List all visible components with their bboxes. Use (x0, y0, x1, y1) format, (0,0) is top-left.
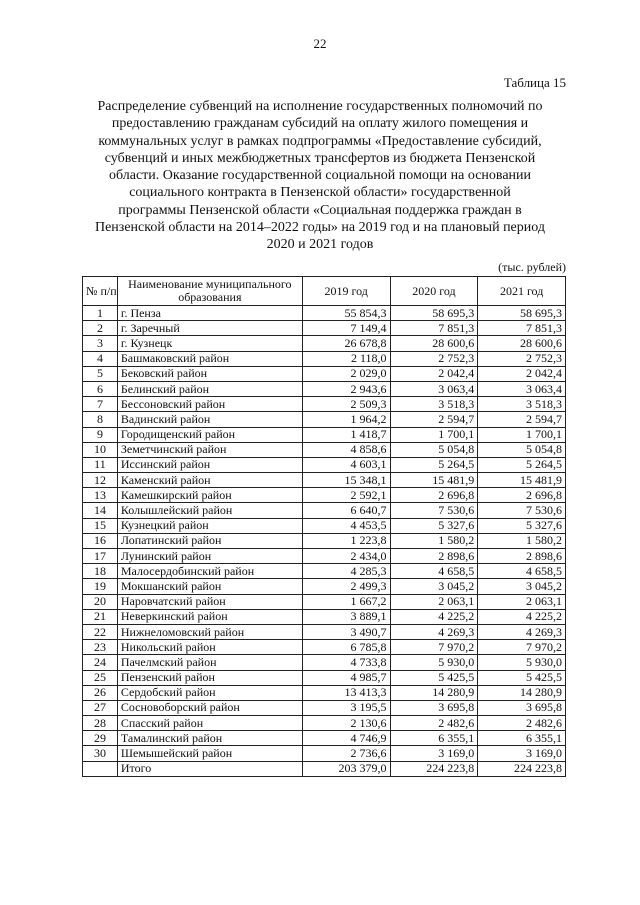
table-row (83, 594, 566, 609)
row-2021: 4 658,5 (478, 564, 566, 579)
row-2020: 7 851,3 (390, 321, 478, 336)
row-2019: 2 509,3 (302, 397, 390, 412)
row-2021: 7 970,2 (478, 640, 566, 655)
row-number: 30 (83, 746, 118, 761)
row-2021: 3 045,2 (478, 579, 566, 594)
row-2020: 3 063,4 (390, 381, 478, 396)
row-municipality: Кузнецкий район (117, 518, 302, 533)
row-number: 22 (83, 624, 118, 639)
title-line: программы Пензенской области «Социальная поддержка граждан в (118, 202, 522, 218)
row-2019: 2 499,3 (302, 579, 390, 594)
row-2019: 1 667,2 (302, 594, 390, 609)
row-number: 6 (83, 381, 118, 396)
row-number: 8 (83, 412, 118, 427)
row-2021: 1 700,1 (478, 427, 566, 442)
row-2021: 3 063,4 (478, 381, 566, 396)
table-row (83, 473, 566, 488)
row-2020: 4 269,3 (390, 624, 478, 639)
row-number: 4 (83, 351, 118, 366)
row-2021: 6 355,1 (478, 731, 566, 746)
table-row (83, 306, 566, 321)
row-2020: 2 482,6 (390, 716, 478, 731)
row-number: 9 (83, 427, 118, 442)
row-2020: 4 225,2 (390, 609, 478, 624)
row-2019: 4 603,1 (302, 457, 390, 472)
row-municipality: Бековский район (117, 366, 302, 381)
row-2021: 3 169,0 (478, 746, 566, 761)
row-municipality: г. Пенза (117, 306, 302, 321)
row-2020: 15 481,9 (390, 473, 478, 488)
row-2021: 58 695,3 (478, 306, 566, 321)
header-2020: 2020 год (390, 277, 478, 306)
row-number: 13 (83, 488, 118, 503)
row-number: 5 (83, 366, 118, 381)
title-line: Распределение субвенций на исполнение государственных полномочий по (97, 99, 543, 114)
row-2020: 5 327,6 (390, 518, 478, 533)
row-municipality: Башмаковский район (117, 351, 302, 366)
table-row (83, 549, 566, 564)
row-number: 19 (83, 579, 118, 594)
table-row (83, 351, 566, 366)
row-2020: 3 169,0 (390, 746, 478, 761)
row-number: 14 (83, 503, 118, 518)
table-label: Таблица 15 (503, 75, 566, 90)
row-2020: 3 518,3 (390, 397, 478, 412)
row-2020: 5 930,0 (390, 655, 478, 670)
row-number: 25 (83, 670, 118, 685)
header-number: № п/п (83, 277, 118, 306)
row-2019: 4 985,7 (302, 670, 390, 685)
table-header-row (83, 277, 566, 306)
row-2021: 2 752,3 (478, 351, 566, 366)
row-municipality: Вадинский район (117, 412, 302, 427)
row-municipality: Пензенский район (117, 670, 302, 685)
table-row (83, 609, 566, 624)
total-row (83, 761, 566, 776)
row-2019: 2 592,1 (302, 488, 390, 503)
row-number: 23 (83, 640, 118, 655)
row-2019: 2 434,0 (302, 549, 390, 564)
subvention-table (82, 276, 566, 777)
row-2019: 4 733,8 (302, 655, 390, 670)
row-municipality: Мокшанский район (117, 579, 302, 594)
row-2020: 4 658,5 (390, 564, 478, 579)
table-row (83, 321, 566, 336)
row-municipality: Каменский район (117, 473, 302, 488)
row-number: 26 (83, 685, 118, 700)
row-2021: 2 898,6 (478, 549, 566, 564)
table-row (83, 412, 566, 427)
row-2020: 7 530,6 (390, 503, 478, 518)
row-2020: 2 594,7 (390, 412, 478, 427)
row-2020: 1 700,1 (390, 427, 478, 442)
table-row (83, 624, 566, 639)
table-row (83, 579, 566, 594)
row-2021: 2 063,1 (478, 594, 566, 609)
table-row (83, 427, 566, 442)
row-municipality: Лунинский район (117, 549, 302, 564)
table-row (83, 685, 566, 700)
row-municipality: Наровчатский район (117, 594, 302, 609)
row-municipality: Шемышейский район (117, 746, 302, 761)
table-row (83, 533, 566, 548)
row-2019: 4 746,9 (302, 731, 390, 746)
row-2020: 5 425,5 (390, 670, 478, 685)
row-2021: 2 482,6 (478, 716, 566, 731)
units-label: (тыс. рублей) (498, 260, 566, 274)
row-2019: 1 964,2 (302, 412, 390, 427)
row-number: 29 (83, 731, 118, 746)
row-2020: 2 042,4 (390, 366, 478, 381)
table-row (83, 457, 566, 472)
row-2020: 5 264,5 (390, 457, 478, 472)
table-row (83, 488, 566, 503)
row-number: 17 (83, 549, 118, 564)
table-row (83, 700, 566, 715)
row-number: 12 (83, 473, 118, 488)
row-2019: 55 854,3 (302, 306, 390, 321)
title-line: предоставлению гражданам субсидий на оплату жилого помещения и (111, 116, 529, 132)
row-number: 1 (83, 306, 118, 321)
row-number: 2 (83, 321, 118, 336)
row-2019: 1 418,7 (302, 427, 390, 442)
row-2020: 2 696,8 (390, 488, 478, 503)
row-2019: 2 118,0 (302, 351, 390, 366)
row-number: 20 (83, 594, 118, 609)
table-row (83, 670, 566, 685)
row-2019: 7 149,4 (302, 321, 390, 336)
row-municipality: Земетчинский район (117, 442, 302, 457)
row-2019: 4 453,5 (302, 518, 390, 533)
table-row (83, 746, 566, 761)
row-2020: 2 063,1 (390, 594, 478, 609)
row-2019: 2 943,6 (302, 381, 390, 396)
row-municipality: Пачелмский район (117, 655, 302, 670)
row-municipality: г. Заречный (117, 321, 302, 336)
row-2021: 15 481,9 (478, 473, 566, 488)
row-number: 27 (83, 700, 118, 715)
table-row (83, 366, 566, 381)
row-2019: 4 285,3 (302, 564, 390, 579)
title-line: субвенций и иных межбюджетных трансфертов из бюджета Пензенской (104, 150, 536, 166)
row-2019: 3 195,5 (302, 700, 390, 715)
row-municipality: Тамалинский район (117, 731, 302, 746)
row-2020: 2 752,3 (390, 351, 478, 366)
row-2021: 3 695,8 (478, 700, 566, 715)
table-row (83, 731, 566, 746)
row-2019: 1 223,8 (302, 533, 390, 548)
row-2020: 5 054,8 (390, 442, 478, 457)
title-line: социального контракта в Пензенской области» государственной (129, 185, 511, 201)
header-2019: 2019 год (302, 277, 390, 306)
header-2021: 2021 год (478, 277, 566, 306)
row-2021: 5 327,6 (478, 518, 566, 533)
row-2020: 6 355,1 (390, 731, 478, 746)
row-2021: 5 264,5 (478, 457, 566, 472)
row-2019: 15 348,1 (302, 473, 390, 488)
row-2020: 14 280,9 (390, 685, 478, 700)
row-2021: 2 042,4 (478, 366, 566, 381)
row-number: 10 (83, 442, 118, 457)
row-municipality: Малосердобинский район (117, 564, 302, 579)
row-municipality: Сосновоборский район (117, 700, 302, 715)
row-number: 7 (83, 397, 118, 412)
row-2019: 6 640,7 (302, 503, 390, 518)
row-2019: 13 413,3 (302, 685, 390, 700)
row-municipality: г. Кузнецк (117, 336, 302, 351)
row-2021: 5 054,8 (478, 442, 566, 457)
row-2021: 14 280,9 (478, 685, 566, 700)
row-number: 21 (83, 609, 118, 624)
row-2021: 7 530,6 (478, 503, 566, 518)
table-row (83, 640, 566, 655)
row-number: 11 (83, 457, 118, 472)
title-line: коммунальных услуг в рамках подпрограммы «Предоставление субсидий, (98, 133, 542, 149)
row-number: 15 (83, 518, 118, 533)
row-municipality: Лопатинский район (117, 533, 302, 548)
row-number: 28 (83, 716, 118, 731)
row-municipality: Спасский район (117, 716, 302, 731)
row-number: 16 (83, 533, 118, 548)
row-2021: 2 696,8 (478, 488, 566, 503)
row-municipality: Белинский район (117, 381, 302, 396)
table-row (83, 564, 566, 579)
table-row (83, 336, 566, 351)
row-2021: 4 269,3 (478, 624, 566, 639)
title-line: Пензенской области на 2014–2022 годы» на 2019 год и на плановый период (94, 220, 545, 236)
title-line: 2020 и 2021 годов (266, 237, 374, 253)
row-number: 18 (83, 564, 118, 579)
table-row (83, 442, 566, 457)
table-row (83, 381, 566, 396)
row-number: 3 (83, 336, 118, 351)
row-2020: 58 695,3 (390, 306, 478, 321)
row-2021: 28 600,6 (478, 336, 566, 351)
row-2020: 1 580,2 (390, 533, 478, 548)
row-2021: 7 851,3 (478, 321, 566, 336)
row-municipality: Иссинский район (117, 457, 302, 472)
row-municipality: Никольский район (117, 640, 302, 655)
table-row (83, 397, 566, 412)
table-row (83, 716, 566, 731)
page-number: 22 (313, 36, 327, 51)
row-2019: 2 130,6 (302, 716, 390, 731)
row-2020: 28 600,6 (390, 336, 478, 351)
row-2021: 5 425,5 (478, 670, 566, 685)
total-label: Итого (117, 761, 302, 776)
row-2019: 2 736,6 (302, 746, 390, 761)
row-2020: 2 898,6 (390, 549, 478, 564)
table-row (83, 518, 566, 533)
row-2020: 3 695,8 (390, 700, 478, 715)
row-municipality: Городищенский район (117, 427, 302, 442)
row-2021: 5 930,0 (478, 655, 566, 670)
row-municipality: Неверкинский район (117, 609, 302, 624)
row-2019: 4 858,6 (302, 442, 390, 457)
row-number: 24 (83, 655, 118, 670)
row-2020: 3 045,2 (390, 579, 478, 594)
row-municipality: Сердобский район (117, 685, 302, 700)
row-municipality: Бессоновский район (117, 397, 302, 412)
row-2019: 6 785,8 (302, 640, 390, 655)
total-number-cell (83, 761, 118, 776)
table-row (83, 503, 566, 518)
row-2020: 7 970,2 (390, 640, 478, 655)
title-line: области. Оказание государственной социальной помощи на основании (108, 168, 532, 184)
row-2019: 3 490,7 (302, 624, 390, 639)
row-2021: 2 594,7 (478, 412, 566, 427)
row-2021: 4 225,2 (478, 609, 566, 624)
row-2019: 3 889,1 (302, 609, 390, 624)
row-2019: 2 029,0 (302, 366, 390, 381)
row-municipality: Нижнеломовский район (117, 624, 302, 639)
row-municipality: Камешкирский район (117, 488, 302, 503)
table-row (83, 655, 566, 670)
table-title (74, 98, 566, 254)
total-2021: 224 223,8 (478, 761, 566, 776)
total-2019: 203 379,0 (302, 761, 390, 776)
header-municipality: Наименование муниципального образования (117, 277, 302, 306)
row-municipality: Колышлейский район (117, 503, 302, 518)
total-2020: 224 223,8 (390, 761, 478, 776)
row-2019: 26 678,8 (302, 336, 390, 351)
row-2021: 1 580,2 (478, 533, 566, 548)
row-2021: 3 518,3 (478, 397, 566, 412)
